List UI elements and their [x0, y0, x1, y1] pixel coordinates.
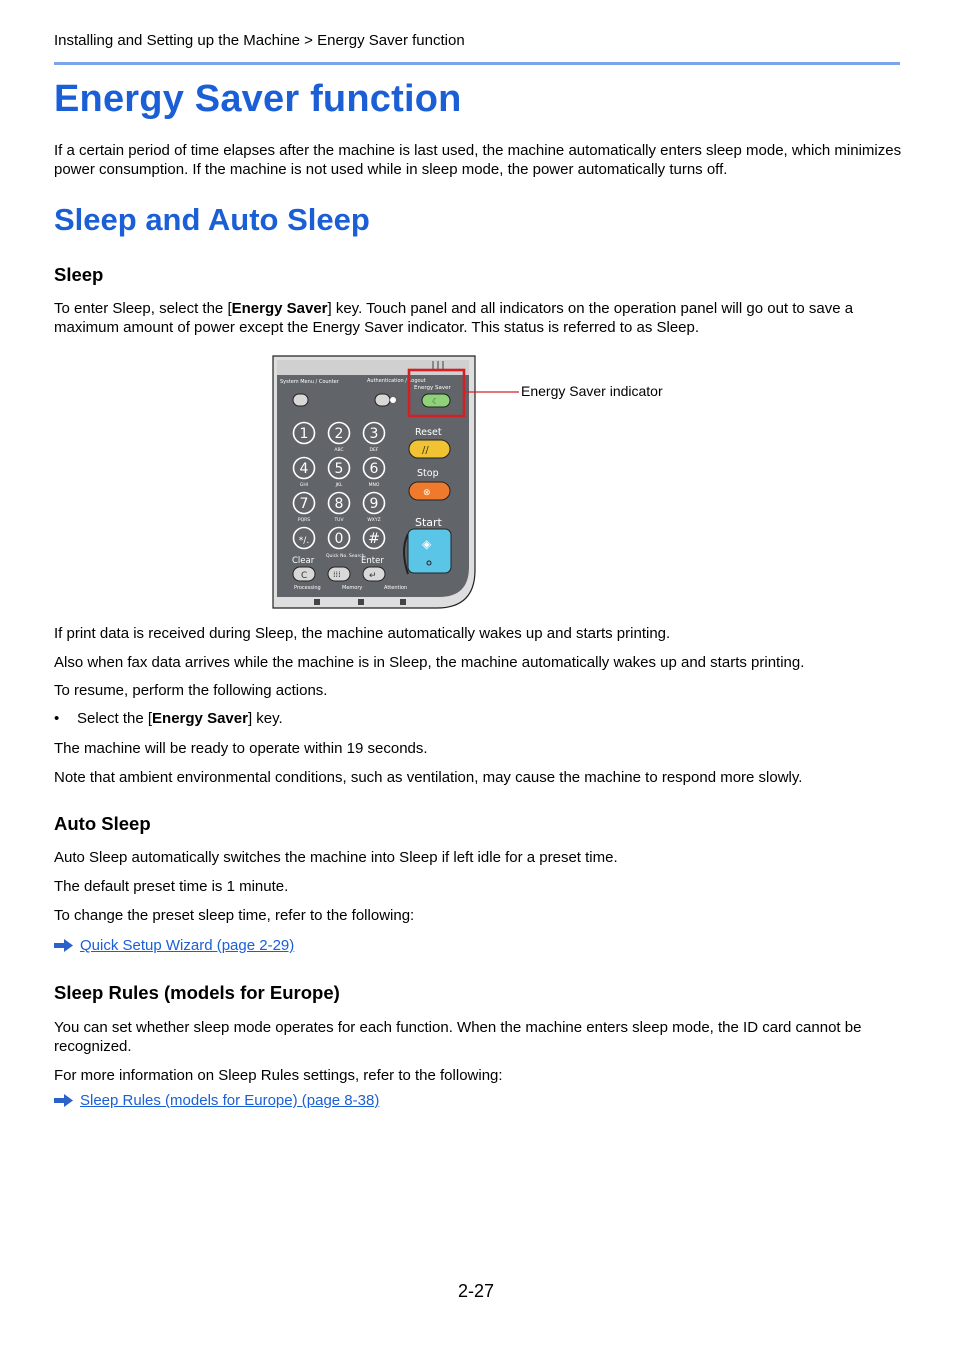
key-sublabel-def: DEF [369, 448, 379, 453]
svg-text:↵: ↵ [369, 571, 377, 581]
sleep-paragraph-1: To enter Sleep, select the [Energy Saver] key. Touch panel and all indicators on the operation panel will go out to save a maximum amount of power except the Energy Saver indicator. This status is referred to as Sleep. [54, 300, 854, 336]
sleep-rules-paragraph-1: You can set whether sleep mode operates for each function. When the machine enters sleep mode, the ID card cannot be recognized. [54, 1019, 862, 1055]
start-button[interactable] [408, 529, 451, 573]
system-menu-label: System Menu / Counter [280, 379, 339, 385]
key-1-label: 2 [334, 426, 344, 442]
clear-label: Clear [292, 556, 315, 566]
reset-icon: // [422, 445, 429, 456]
sleep-rules-heading: Sleep Rules (models for Europe) [54, 982, 340, 1003]
attention-label: Attention [384, 585, 408, 591]
energy-saver-label: Energy Saver [414, 385, 451, 391]
key-2-label: 3 [369, 426, 379, 442]
key-9-label: */. [298, 536, 310, 546]
section-heading: Sleep and Auto Sleep [54, 202, 370, 237]
energy-saver-indicator-callout: Energy Saver indicator [521, 383, 663, 399]
memory-label: Memory [342, 585, 363, 591]
key-0-label: 1 [299, 426, 309, 442]
stop-label: Stop [417, 468, 439, 479]
authentication-logout-button[interactable] [375, 394, 390, 406]
key-4-label: 5 [334, 461, 344, 477]
auto-sleep-paragraph-1: Auto Sleep automatically switches the machine into Sleep if left idle for a preset time. [54, 849, 618, 866]
svg-text:C: C [301, 571, 308, 581]
key-sublabel-wxyz: WXYZ [367, 518, 381, 523]
arrow-right-icon [54, 939, 74, 952]
key-8-label: 9 [369, 496, 379, 512]
intro-paragraph: If a certain period of time elapses after the machine is last used, the machine automatically enters sleep mode, which minimizes power consumption. If the machine is not used while in sleep mode, the power automatically turns off. [54, 142, 902, 178]
sleep-paragraph-5: The machine will be ready to operate within 19 seconds. [54, 740, 428, 757]
key-sublabel-ghi: GHI [299, 483, 309, 488]
sleep-paragraph-3: Also when fax data arrives while the machine is in Sleep, the machine automatically wakes up and starts printing. [54, 654, 805, 671]
system-menu-button[interactable] [293, 394, 308, 406]
reset-label: Reset [415, 427, 442, 438]
key-7-label: 8 [334, 496, 344, 512]
sleep-rules-paragraph-2: For more information on Sleep Rules settings, refer to the following: [54, 1067, 503, 1084]
page-number: 2-27 [458, 1281, 495, 1301]
energy-saver-key-name: Energy Saver [231, 300, 328, 317]
key-6-label: 7 [299, 496, 309, 512]
start-icon: ◈ [422, 537, 432, 551]
stop-icon: ⊗ [423, 488, 431, 498]
key-sublabel-abc: ABC [334, 448, 344, 453]
sleep-paragraph-4: To resume, perform the following actions. [54, 682, 328, 699]
key-11-label: # [368, 531, 380, 547]
callout-line [463, 391, 519, 395]
key-5-label: 6 [369, 461, 379, 477]
sleep-rules-link[interactable]: Sleep Rules (models for Europe) (page 8-38) [80, 1092, 380, 1109]
auth-label: Authentication / Logout [367, 378, 426, 384]
quick-setup-link-row [54, 937, 294, 954]
key-sublabel-mno: MNO [368, 483, 380, 488]
arrow-right-icon [54, 1094, 74, 1107]
header-rule [54, 62, 900, 65]
svg-text:⁞⁞⁞: ⁞⁞⁞ [333, 570, 341, 579]
enter-label: Enter [361, 556, 384, 566]
sleep-paragraph-6: Note that ambient environmental conditions, such as ventilation, may cause the machine to respond more slowly. [54, 769, 803, 786]
key-3-label: 4 [299, 461, 309, 477]
breadcrumb: Installing and Setting up the Machine > Energy Saver function [54, 32, 465, 49]
sleep-paragraph-2: If print data is received during Sleep, the machine automatically wakes up and starts printing. [54, 625, 671, 642]
reset-button[interactable] [409, 440, 450, 458]
quick-setup-wizard-link[interactable]: Quick Setup Wizard (page 2-29) [80, 937, 295, 954]
key-10-label: 0 [334, 531, 344, 547]
key-sublabel-tuv: TUV [334, 518, 344, 523]
key-sublabel-jkl: JKL [335, 483, 343, 488]
auto-sleep-paragraph-2: The default preset time is 1 minute. [54, 878, 289, 895]
page-title: Energy Saver function [54, 78, 462, 120]
start-label: Start [415, 516, 442, 529]
sleep-heading: Sleep [54, 264, 104, 285]
numeric-keypad [294, 423, 385, 549]
sleep-rules-link-row [54, 1092, 379, 1109]
auto-sleep-paragraph-3: To change the preset sleep time, refer to the following: [54, 907, 415, 924]
auto-sleep-heading: Auto Sleep [54, 813, 151, 834]
resume-bullet: • Select the [Energy Saver] key. [54, 710, 283, 727]
key-sublabel-pqrs: PQRS [297, 518, 311, 523]
quick-no-label: Quick No. Search [326, 554, 365, 559]
moon-icon: ☾ [432, 397, 440, 406]
processing-label: Processing [294, 585, 321, 591]
